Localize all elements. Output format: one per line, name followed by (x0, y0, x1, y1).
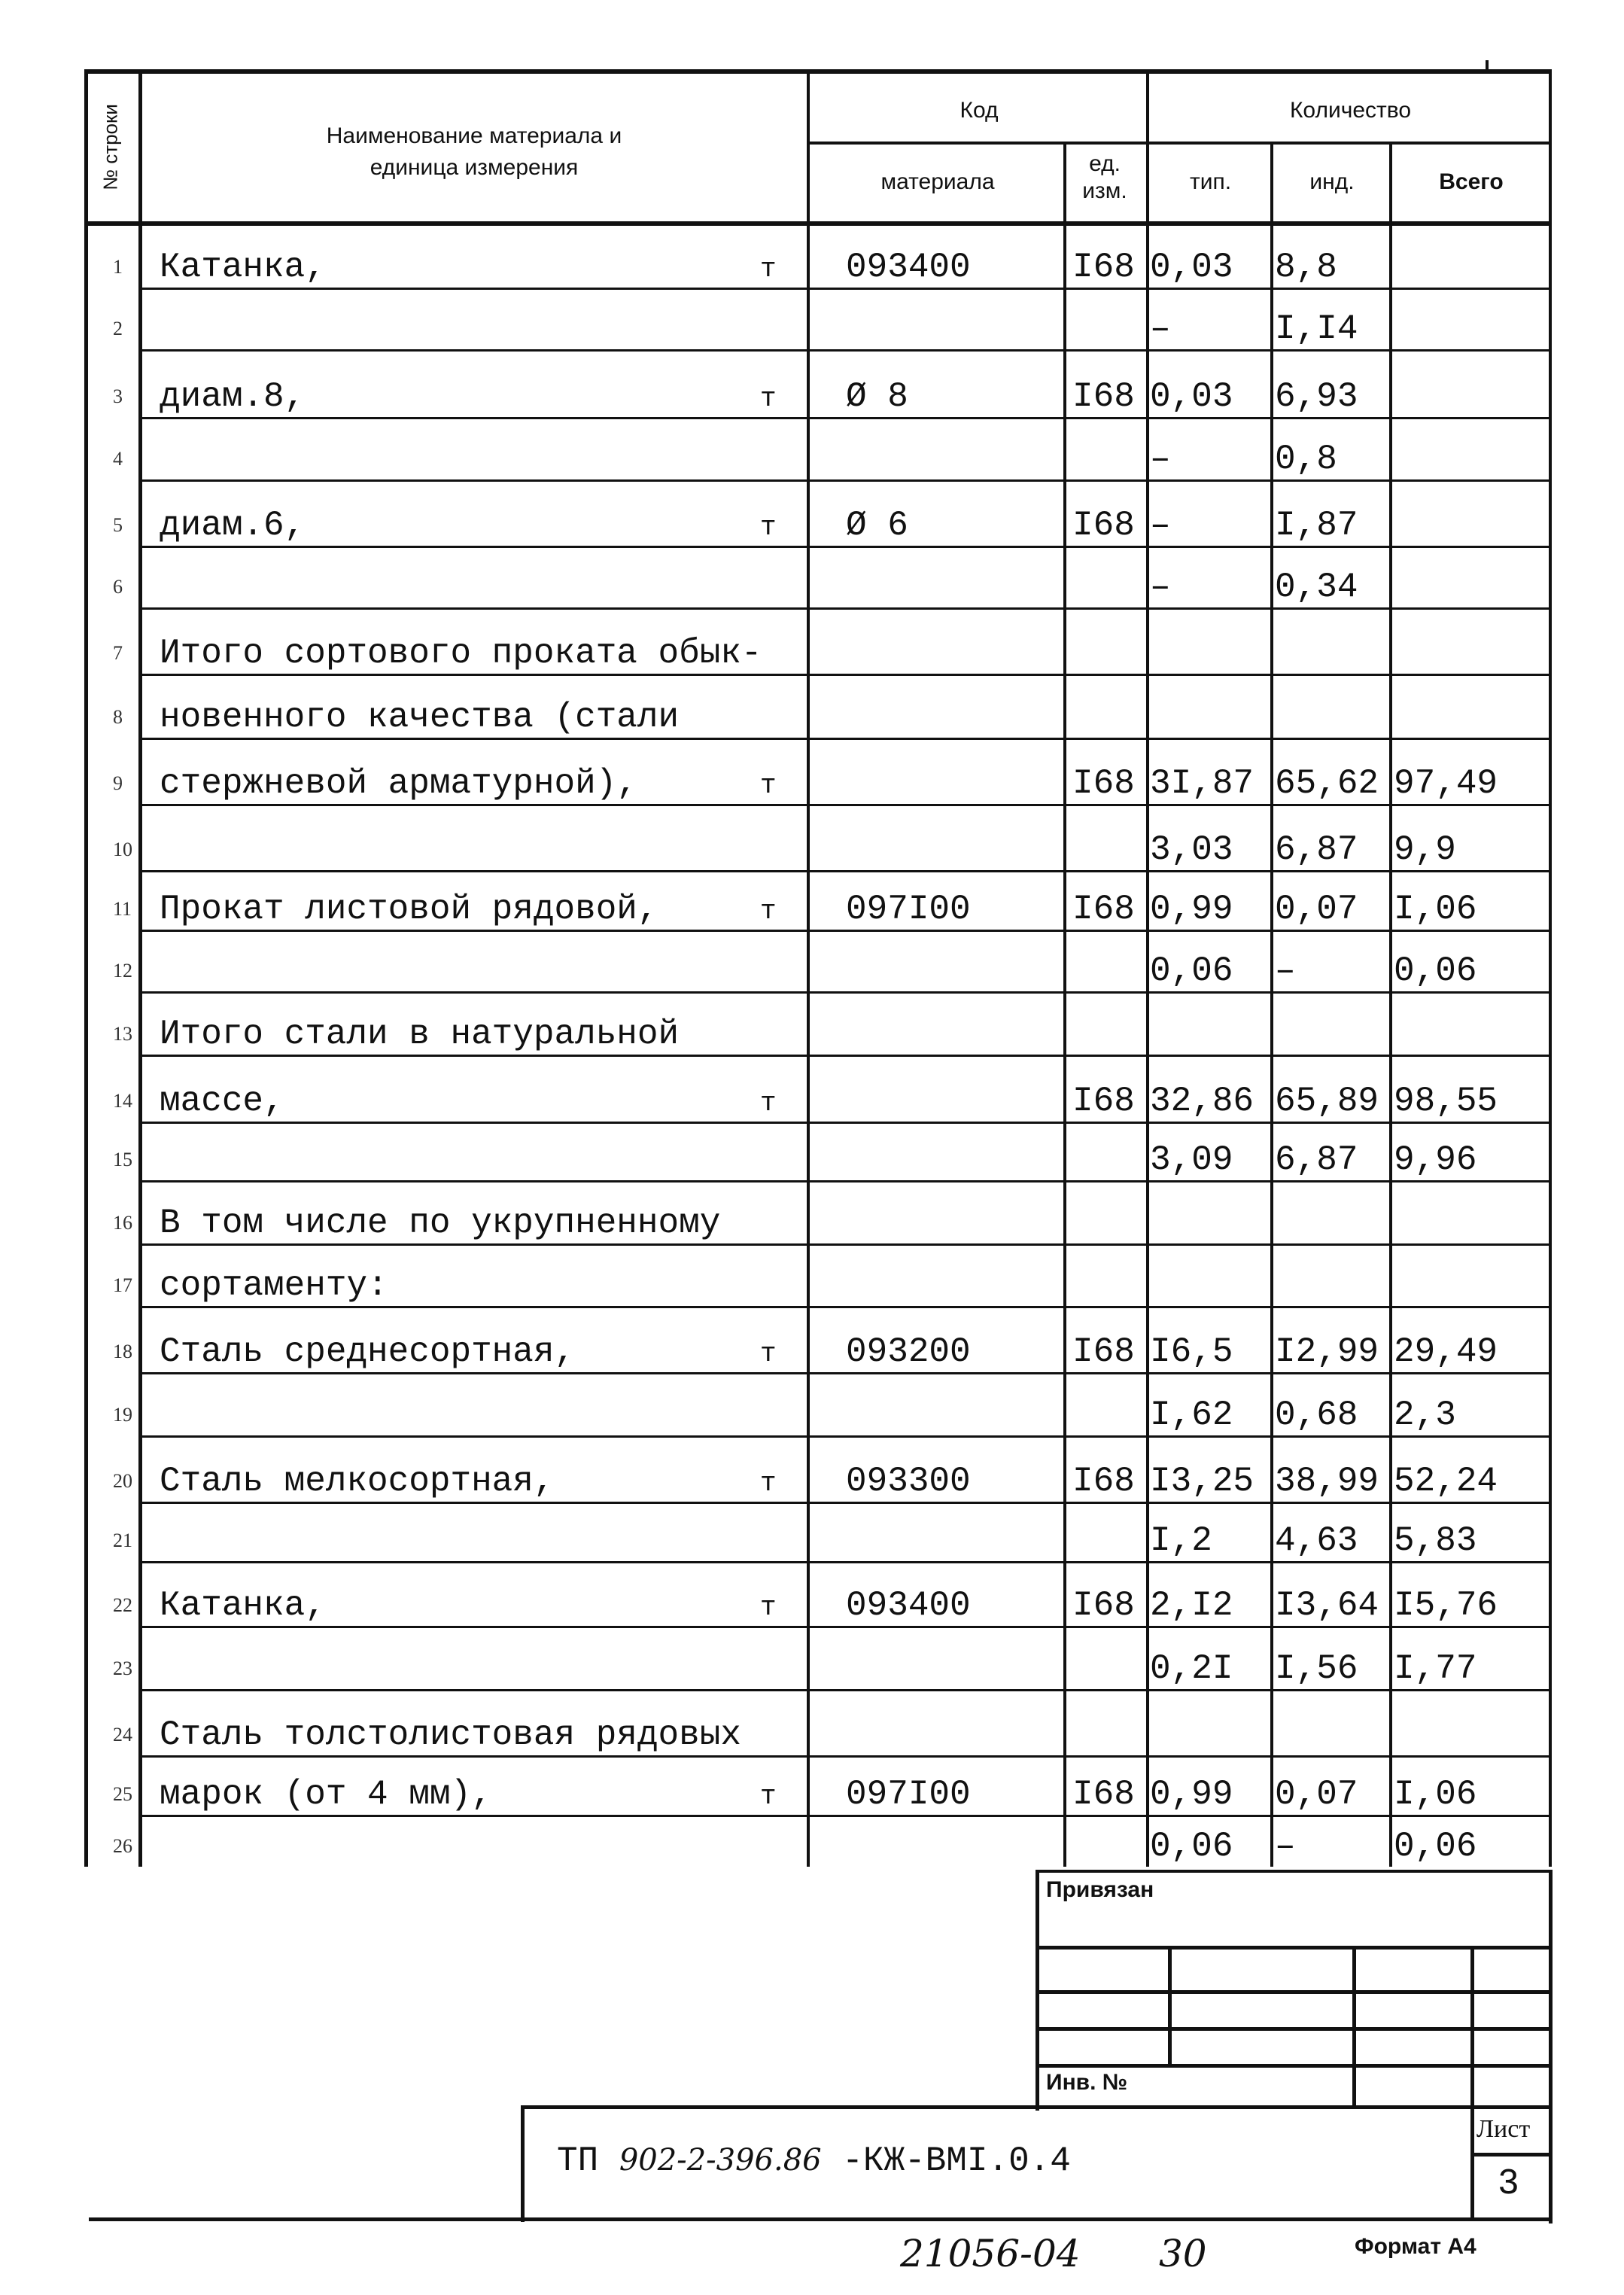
handwritten-code: 21056-04 (900, 2232, 1081, 2275)
header-code-material: материала (880, 169, 995, 194)
privyazan-label: Привязан (1046, 1877, 1154, 1902)
doc-handwritten: 902-2-396.86 (619, 2143, 822, 2178)
row-number: 25 (113, 1783, 132, 1805)
row-divider (138, 991, 1550, 994)
header-code: Код (959, 98, 999, 123)
qty-typ: 0,99 (1150, 1775, 1233, 1814)
row-divider (138, 349, 1550, 352)
unit: т (760, 383, 777, 414)
qty-ind: I3,64 (1275, 1586, 1379, 1625)
material-code: 093400 (846, 248, 971, 287)
unit: т (760, 254, 777, 285)
qty-ind: 65,62 (1275, 764, 1379, 803)
qty-total: 0,06 (1394, 1827, 1477, 1866)
qty-ind: 6,93 (1275, 377, 1358, 416)
doc-suffix: -КЖ-ВМI.0.4 (842, 2141, 1071, 2181)
header-qty-typ: тип. (1189, 169, 1232, 194)
qty-typ: I6,5 (1150, 1332, 1233, 1371)
unit-code: I68 (1072, 506, 1135, 545)
material-name: Итого стали в натуральной (160, 1015, 680, 1054)
qty-total: 2,3 (1394, 1396, 1456, 1435)
qty-total: 5,83 (1394, 1521, 1477, 1560)
sheet-number: 3 (1498, 2164, 1519, 2205)
column-divider (1549, 69, 1552, 1867)
column-divider (1389, 142, 1392, 1867)
row-number: 22 (113, 1594, 132, 1616)
qty-total: 0,06 (1394, 951, 1477, 991)
document-code (557, 2141, 1071, 2181)
qty-ind: – (1275, 951, 1296, 991)
unit-code: I68 (1072, 377, 1135, 416)
row-number: 7 (113, 642, 123, 664)
doc-prefix: ТП (557, 2141, 599, 2181)
qty-total: 98,55 (1394, 1082, 1498, 1121)
material-name: диам.8, (160, 377, 306, 416)
sheet-label: Лист (1477, 2115, 1531, 2143)
qty-ind: 38,99 (1275, 1462, 1379, 1501)
row-divider (138, 1372, 1550, 1374)
qty-typ: 0,06 (1150, 951, 1233, 991)
material-name: сортаменту: (160, 1266, 388, 1305)
material-name: массе, (160, 1082, 284, 1121)
header-row-number: № строки (99, 104, 122, 190)
row-number: 4 (113, 448, 123, 470)
row-divider (138, 1626, 1550, 1628)
material-name: Сталь среднесортная, (160, 1332, 576, 1371)
row-divider (138, 674, 1550, 676)
unit: т (760, 1468, 777, 1499)
unit: т (760, 1088, 777, 1119)
qty-typ: I3,25 (1150, 1462, 1254, 1501)
row-number: 10 (113, 839, 132, 860)
qty-ind: 0,07 (1275, 1775, 1358, 1814)
qty-typ: 3,03 (1150, 830, 1233, 869)
column-divider (138, 69, 142, 1867)
qty-total: I5,76 (1394, 1586, 1498, 1625)
row-divider (138, 1055, 1550, 1057)
row-divider (138, 804, 1550, 806)
row-divider (138, 1243, 1550, 1246)
qty-typ: – (1150, 506, 1171, 545)
qty-typ: – (1150, 568, 1171, 607)
row-divider (138, 479, 1550, 482)
qty-total: I,06 (1394, 890, 1477, 929)
material-name: Итого сортового проката обык- (160, 634, 762, 673)
unit: т (760, 896, 777, 927)
qty-total: 29,49 (1394, 1332, 1498, 1371)
qty-typ: I,2 (1150, 1521, 1212, 1560)
unit: т (760, 770, 777, 801)
qty-typ: 0,99 (1150, 890, 1233, 929)
qty-total: 9,9 (1394, 830, 1456, 869)
qty-ind: 0,34 (1275, 568, 1358, 607)
material-code: Ø 6 (846, 506, 908, 545)
material-code: 093200 (846, 1332, 971, 1371)
qty-total: 9,96 (1394, 1140, 1477, 1179)
column-divider (1063, 142, 1066, 1867)
unit-code: I68 (1072, 1462, 1135, 1501)
qty-ind: – (1275, 1827, 1296, 1866)
material-code: 097I00 (846, 890, 971, 929)
header-qty-total: Всего (1439, 169, 1504, 194)
row-number: 15 (113, 1149, 132, 1170)
qty-ind: 4,63 (1275, 1521, 1358, 1560)
row-number: 21 (113, 1529, 132, 1551)
qty-typ: – (1150, 309, 1171, 349)
qty-typ: 0,06 (1150, 1827, 1233, 1866)
row-number: 14 (113, 1090, 132, 1112)
row-number: 19 (113, 1404, 132, 1426)
material-name: В том числе по укрупненному (160, 1204, 721, 1243)
qty-typ: 0,03 (1150, 377, 1233, 416)
row-number: 9 (113, 772, 123, 794)
row-divider (138, 607, 1550, 610)
row-number: 6 (113, 576, 123, 598)
column-divider (1270, 142, 1273, 1867)
row-divider (138, 1561, 1550, 1563)
row-number: 1 (113, 256, 123, 278)
material-name: марок (от 4 мм), (160, 1775, 492, 1814)
material-code: Ø 8 (846, 377, 908, 416)
qty-typ: I,62 (1150, 1396, 1233, 1435)
unit: т (760, 512, 777, 543)
unit-code: I68 (1072, 1082, 1135, 1121)
row-number: 26 (113, 1835, 132, 1857)
row-divider (138, 417, 1550, 419)
row-divider (138, 738, 1550, 740)
row-number: 5 (113, 514, 123, 536)
row-number: 13 (113, 1023, 132, 1045)
qty-typ: 3I,87 (1150, 764, 1254, 803)
row-number: 12 (113, 960, 132, 982)
material-name: стержневой арматурной), (160, 764, 637, 803)
unit: т (760, 1781, 777, 1812)
header-code-unit: ед. изм. (1082, 151, 1127, 203)
row-divider (138, 1689, 1550, 1691)
row-number: 17 (113, 1274, 132, 1296)
row-divider (138, 1306, 1550, 1308)
material-name: диам.6, (160, 506, 306, 545)
material-name: Прокат листовой рядовой, (160, 890, 658, 929)
qty-ind: 0,68 (1275, 1396, 1358, 1435)
row-number: 20 (113, 1470, 132, 1492)
qty-typ: – (1150, 440, 1171, 479)
format-label: Формат А4 (1355, 2234, 1477, 2259)
row-divider (138, 870, 1550, 872)
qty-ind: 6,87 (1275, 830, 1358, 869)
qty-typ: 0,2I (1150, 1649, 1233, 1688)
qty-ind: 0,8 (1275, 440, 1337, 479)
material-name: новенного качества (стали (160, 698, 680, 737)
qty-ind: 8,8 (1275, 248, 1337, 287)
row-divider (138, 930, 1550, 932)
row-divider (138, 288, 1550, 290)
qty-typ: 2,I2 (1150, 1586, 1233, 1625)
qty-total: I,06 (1394, 1775, 1477, 1814)
row-divider (138, 1122, 1550, 1124)
row-divider (138, 1755, 1550, 1758)
row-divider (138, 1502, 1550, 1504)
qty-ind: I,I4 (1275, 309, 1358, 349)
qty-ind: I2,99 (1275, 1332, 1379, 1371)
material-name: Сталь толстолистовая рядовых (160, 1715, 741, 1755)
material-code: 093400 (846, 1586, 971, 1625)
material-code: 093300 (846, 1462, 971, 1501)
row-number: 23 (113, 1657, 132, 1679)
qty-ind: I,87 (1275, 506, 1358, 545)
qty-ind: 6,87 (1275, 1140, 1358, 1179)
qty-total: 52,24 (1394, 1462, 1498, 1501)
row-divider (138, 1435, 1550, 1438)
material-name: Катанка, (160, 1586, 326, 1625)
inv-no-label: Инв. № (1046, 2070, 1128, 2095)
row-number: 24 (113, 1724, 132, 1746)
row-number: 8 (113, 706, 123, 728)
row-number: 3 (113, 385, 123, 407)
row-divider (138, 1180, 1550, 1183)
material-name: Катанка, (160, 248, 326, 287)
row-divider (138, 1815, 1550, 1817)
handwritten-number: 30 (1159, 2232, 1207, 2275)
unit-code: I68 (1072, 248, 1135, 287)
unit-code: I68 (1072, 890, 1135, 929)
column-divider (84, 69, 88, 1867)
row-number: 18 (113, 1341, 132, 1362)
qty-total: I,77 (1394, 1649, 1477, 1688)
qty-typ: 0,03 (1150, 248, 1233, 287)
qty-typ: 32,86 (1150, 1082, 1254, 1121)
row-number: 16 (113, 1212, 132, 1234)
row-number: 11 (113, 898, 132, 920)
material-code: 097I00 (846, 1775, 971, 1814)
row-divider (138, 546, 1550, 548)
header-qty-ind: инд. (1309, 169, 1355, 194)
column-divider (807, 69, 810, 1867)
column-divider (1146, 69, 1149, 1867)
qty-total: 97,49 (1394, 764, 1498, 803)
qty-ind: 0,07 (1275, 890, 1358, 929)
unit-code: I68 (1072, 1775, 1135, 1814)
qty-ind: I,56 (1275, 1649, 1358, 1688)
qty-typ: 3,09 (1150, 1140, 1233, 1179)
unit-code: I68 (1072, 1586, 1135, 1625)
material-name: Сталь мелкосортная, (160, 1462, 555, 1501)
unit-code: I68 (1072, 764, 1135, 803)
header-name: Наименование материала и единица измерения (326, 123, 622, 180)
qty-ind: 65,89 (1275, 1082, 1379, 1121)
unit-code: I68 (1072, 1332, 1135, 1371)
row-number: 2 (113, 318, 123, 339)
header-quantity: Количество (1289, 98, 1412, 123)
unit: т (760, 1338, 777, 1369)
unit: т (760, 1592, 777, 1623)
